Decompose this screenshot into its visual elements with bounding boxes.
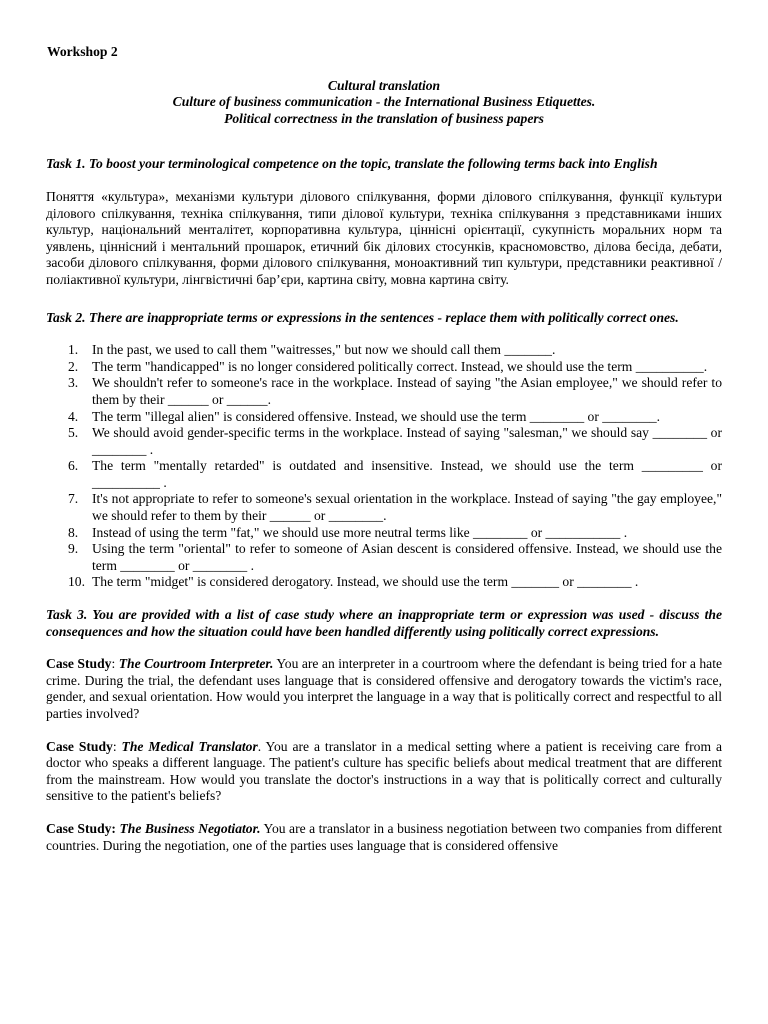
item-number: 2.	[68, 358, 79, 374]
item-number: 4.	[68, 408, 79, 424]
task-1-title: Task 1. To boost your terminological competence on the topic, translate the following terms back into English	[46, 156, 658, 172]
item-number: 10.	[68, 574, 85, 590]
item-number: 3.	[68, 375, 79, 391]
case-separator: :	[111, 656, 119, 672]
item-text: We should avoid gender-specific terms in the workplace. Instead of saying "salesman," we should say ________ or ________ .	[92, 425, 722, 457]
item-number: 7.	[68, 491, 79, 507]
case-text: . You are a translator in a medical setting where a patient is receiving care from a doctor who speaks a different language. The patient's culture has specific beliefs about medical treatment that are different from the mainstream. How would you translate the doctor's instructions in a way that is politically correct and culturally sensitive to the patient's beliefs?	[46, 738, 722, 804]
list-item	[46, 525, 722, 542]
item-number: 5.	[68, 425, 79, 441]
workshop-label: Workshop 2	[47, 44, 118, 59]
case-study-business	[46, 821, 722, 854]
case-label: Case Study:	[46, 820, 116, 836]
item-text: We shouldn't refer to someone's race in the workplace. Instead of saying "the Asian employee," we should refer to them by their ______ or ______.	[92, 375, 722, 407]
case-label: Case Study	[46, 656, 112, 672]
document-heading	[46, 78, 722, 128]
task-2-title: Task 2. There are inappropriate terms or expressions in the sentences - replace them with politically correct ones.	[46, 309, 679, 325]
item-number: 8.	[68, 524, 79, 540]
item-text: The term "handicapped" is no longer considered politically correct. Instead, we should use the term __________.	[92, 358, 708, 374]
case-text: You are a translator in a business negotiation between two companies from different countries. During the negotiation, one of the parties uses language that is considered offensive	[46, 820, 723, 853]
list-item	[46, 375, 722, 408]
heading-line-2: Culture of business communication - the International Business Etiquettes.	[172, 94, 596, 110]
list-item	[46, 342, 722, 359]
case-study-courtroom	[46, 656, 722, 722]
list-item	[46, 359, 722, 376]
case-separator: :	[112, 738, 122, 754]
case-title: The Business Negotiator.	[119, 820, 261, 836]
task-2-list	[46, 342, 722, 591]
list-item	[46, 574, 722, 591]
item-text: The term "illegal alien" is considered offensive. Instead, we should use the term ________ or ________.	[92, 408, 661, 424]
item-text: It's not appropriate to refer to someone's sexual orientation in the workplace. Instead of saying "the gay employee," we should refer to them by their ______ or ________.	[92, 491, 722, 524]
heading-line-3: Political correctness in the translation of business papers	[224, 110, 544, 126]
item-text: Instead of using the term "fat," we should use more neutral terms like ________ or ___________ .	[92, 524, 628, 540]
list-item	[46, 409, 722, 426]
item-text: The term "midget" is considered derogatory. Instead, we should use the term _______ or ________ .	[92, 574, 639, 590]
task-3-title: Task 3. You are provided with a list of case study where an inappropriate term or expression was used - discuss the consequences and how the situation could have been handled differently using politically correct expressions.	[46, 607, 722, 639]
list-item	[46, 458, 722, 491]
case-title: The Medical Translator	[121, 738, 258, 754]
task-1-terms: Поняття «культура», механізми культури ділового спілкування, форми ділового спілкування, функції культури ділового спілкування, техніка спілкування, типи ділової культури, техніка спілкування з представниками інших культур, національний менталітет, корпоративна культура, ціннісні орієнтації, сукупність моральних норм та уявлень, ціннісний і ментальний прошарок, етичний бік ділових стосунків, красномовство, ділова бесіда, дебати, засоби ділового спілкування, форми ділового спілкування, моноактивний тип культури, представники реактивної / поліактивної культури, лінгвістичні бар’єри, картина світу, мовна картина світу.	[46, 188, 722, 287]
item-number: 6.	[68, 458, 79, 474]
case-text: You are an interpreter in a courtroom where the defendant is being tried for a hate crime. During the trial, the defendant uses language that is considered offensive and derogatory towards the victim's race, gender, and sexual orientation. How would you interpret the language in a way that is politically correct and respectful to all parties involved?	[46, 656, 722, 721]
item-number: 1.	[68, 342, 79, 358]
item-text: In the past, we used to call them "waitresses," but now we should call them _______.	[92, 342, 556, 358]
list-item	[46, 541, 722, 574]
item-text: The term "mentally retarded" is outdated and insensitive. Instead, we should use the term _________ or __________ .	[92, 458, 722, 490]
list-item	[46, 425, 722, 458]
case-study-medical	[46, 739, 722, 805]
case-title: The Courtroom Interpreter.	[118, 656, 274, 672]
case-label: Case Study	[46, 738, 113, 754]
list-item	[46, 491, 722, 524]
heading-line-1: Cultural translation	[327, 77, 441, 93]
item-text: Using the term "oriental" to refer to someone of Asian descent is considered offensive. Instead, we should use the term ________ or ________ .	[92, 541, 722, 573]
item-number: 9.	[68, 541, 79, 557]
